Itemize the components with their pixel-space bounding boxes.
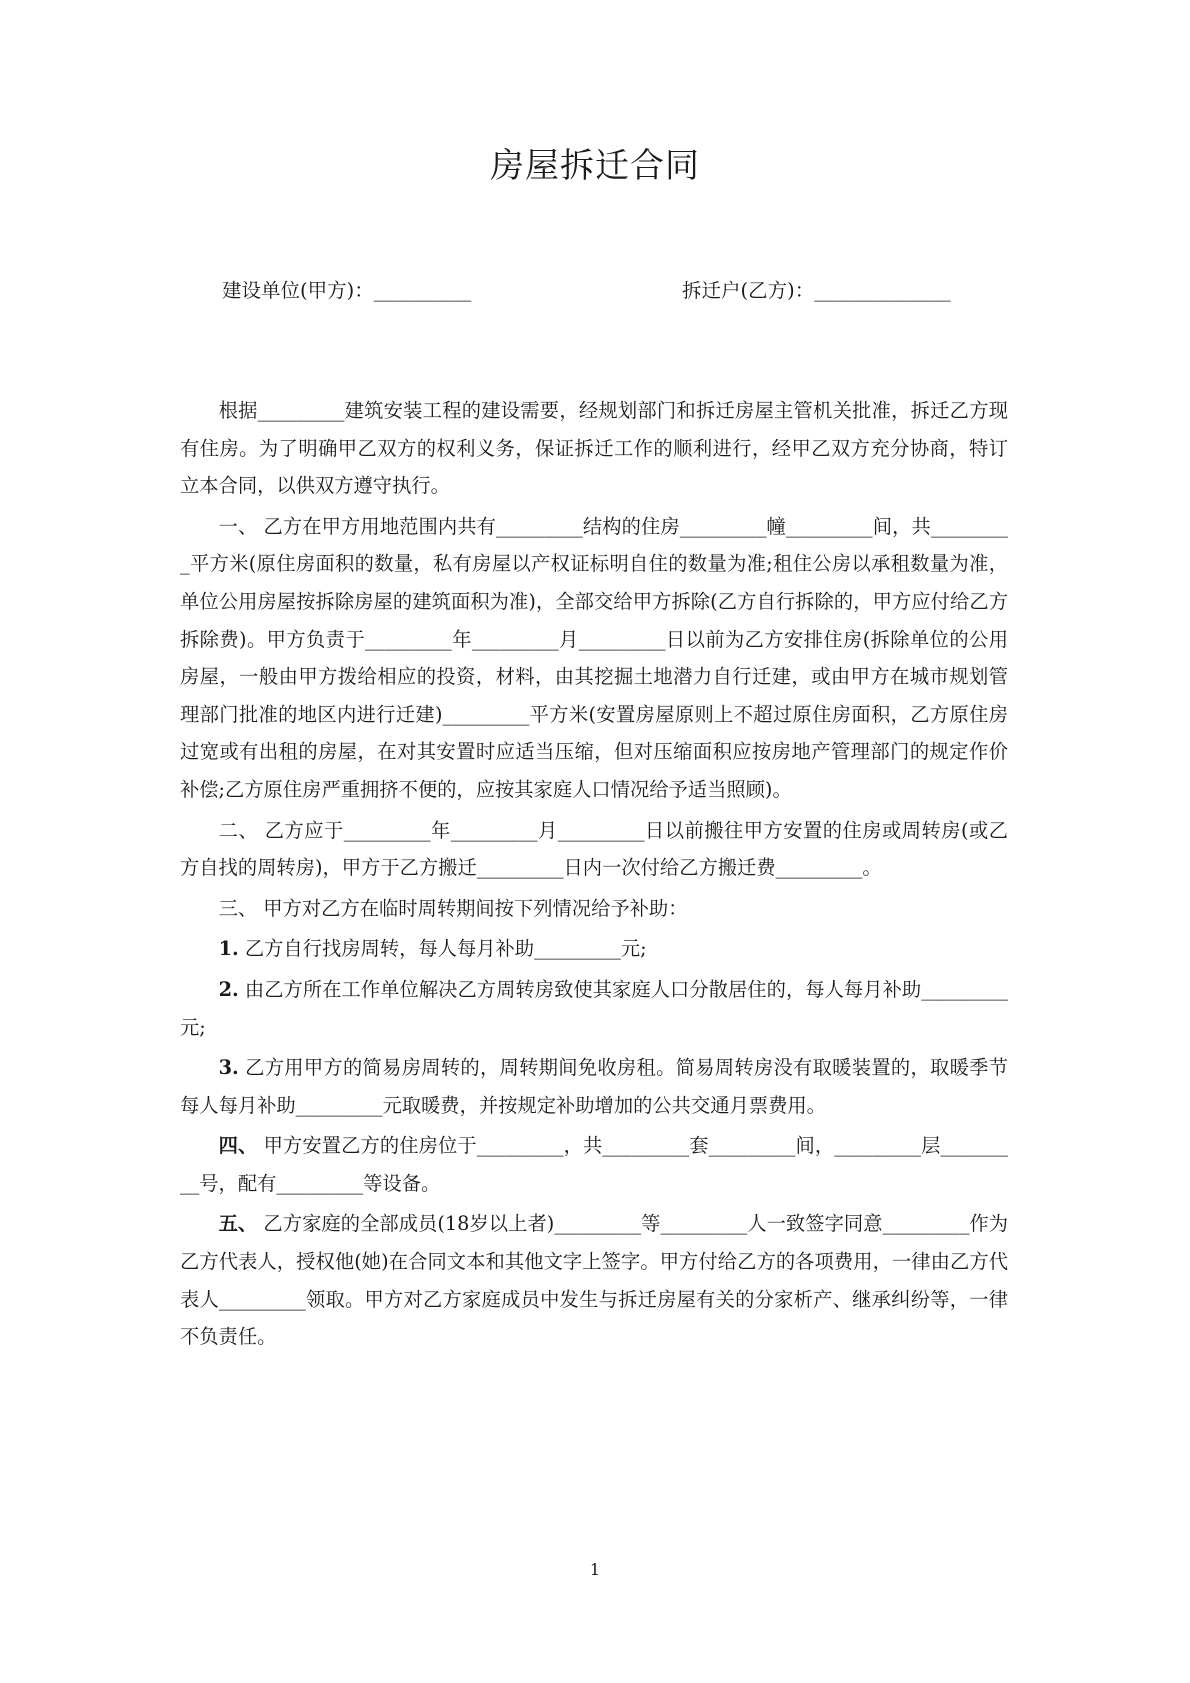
item-3-number: 3. (218, 1056, 239, 1080)
clause-3-number: 三、 (218, 896, 258, 920)
item-3-text: 乙方用甲方的简易房周转的，周转期间免收房租。简易周转房没有取暖装置的，取暖季节每人每月补助_________元取暖费，并按规定补助增加的公共交通月票费用。 (180, 1056, 1008, 1117)
document-title: 房屋拆迁合同 (490, 146, 700, 186)
clause-1 (180, 508, 1008, 809)
clause-4 (180, 1127, 1008, 1202)
clause-5 (180, 1205, 1008, 1355)
clause-2 (180, 812, 1008, 887)
intro-paragraph: 根据_________建筑安装工程的建设需要，经规划部门和拆迁房屋主管机关批准，拆迁乙方现有住房。为了明确甲乙双方的权利义务，保证拆迁工作的顺利进行，经甲乙双方充分协商，特订立本合同，以供双方遵守执行。 (180, 399, 1008, 498)
clause-5-number: 五、 (218, 1212, 258, 1236)
parties-line (222, 275, 1002, 309)
contract-body (180, 392, 1008, 1359)
clause-1-text: 乙方在甲方用地范围内共有_________结构的住房_________幢_________间，共_________平方米(原住房面积的数量，私有房屋以产权证标明自住的数量为准;租住公房以承租数量为准，单位公用房屋按拆除房屋的建筑面积为准)，全部交给甲方拆除(乙方自行拆除的，甲方应付给乙方拆除费)。甲方负责于_________年_________月_________日以前为乙方安排住房(拆除单位的公用房屋，一般由甲方拨给相应的投资，材料，由其挖掘土地潜力自行迁建，或由甲方在城市规划管理部门批准的地区内进行迁建)_________平方米(安置房屋原则上不超过原住房面积，乙方原住房过宽或有出租的房屋，在对其安置时应适当压缩，但对压缩面积应按房地产管理部门的规定作价补偿;乙方原住房严重拥挤不便的，应按其家庭人口情况给予适当照顾)。 (180, 514, 1008, 801)
clause-2-text: 乙方应于_________年_________月_________日以前搬往甲方安置的住房或周转房(或乙方自找的周转房)，甲方于乙方搬迁_________日内一次付给乙方搬迁费_________。 (180, 818, 1009, 880)
party-b-field: 拆迁户(乙方)：______________ (682, 279, 951, 302)
clause-4-text: 甲方安置乙方的住房位于_________，共_________套_________间，_________层_________号，配有_________等设备。 (180, 1134, 1008, 1195)
clause-3-item-1 (180, 930, 1008, 968)
clause-5-text: 乙方家庭的全部成员(18岁以上者)_________等_________人一致签字同意_________作为乙方代表人，授权他(她)在合同文本和其他文字上签字。甲方付给乙方的各项费用，一律由乙方代表人_________领取。甲方对乙方家庭成员中发生与拆迁房屋有关的分家析产、继承纠纷等，一律不负责任。 (180, 1212, 1008, 1349)
item-2-text: 由乙方所在工作单位解决乙方周转房致使其家庭人口分散居住的，每人每月补助_________元; (180, 977, 1008, 1039)
clause-2-number: 二、 (218, 818, 259, 842)
clause-3-text: 甲方对乙方在临时周转期间按下列情况给予补助： (257, 896, 688, 920)
item-1-text: 乙方自行找房周转，每人每月补助_________元; (238, 937, 647, 961)
page-number: 1 (589, 1560, 601, 1579)
party-a-field: 建设单位(甲方)：__________ (222, 279, 472, 302)
clause-3-item-3 (180, 1049, 1008, 1124)
clause-1-number: 一、 (218, 514, 258, 538)
clause-4-number: 四、 (218, 1134, 258, 1158)
clause-3 (180, 890, 1008, 928)
clause-3-item-2 (180, 971, 1008, 1046)
item-2-number: 2. (218, 977, 239, 1001)
item-1-number: 1. (218, 937, 239, 961)
